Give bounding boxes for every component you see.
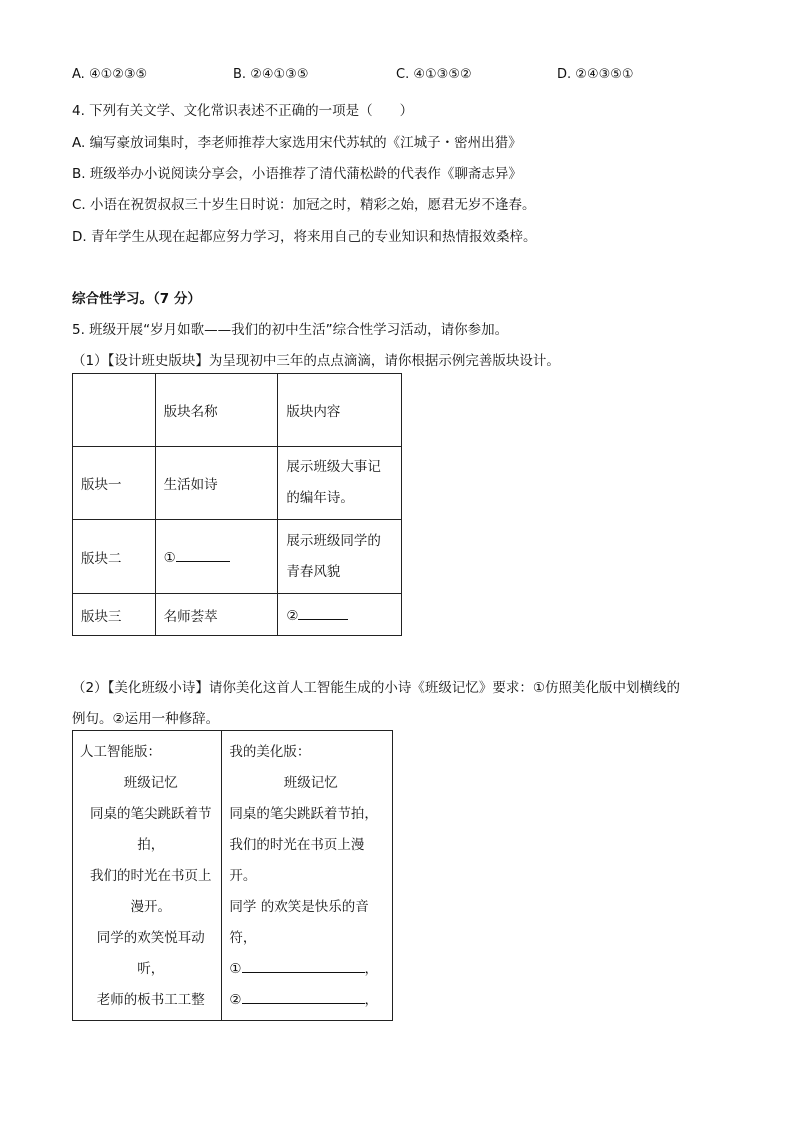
- q4-option-d: D. 青年学生从现在起都应努力学习，将来用自己的专业知识和热情报效桑梓。: [72, 229, 537, 245]
- header-empty: [73, 374, 156, 447]
- header-name: 版块名称: [155, 374, 278, 447]
- row-content: 展示班级大事记 的编年诗。: [278, 447, 402, 520]
- table-header-row: [73, 374, 402, 447]
- poem-blank-1[interactable]: ① ，: [229, 954, 392, 985]
- q3-option-b: B. ②④①③⑤: [233, 67, 309, 82]
- board-design-table: [72, 373, 402, 636]
- table-row: [73, 520, 402, 594]
- fill-blank-2: [298, 605, 348, 620]
- row-content-blank[interactable]: ②: [278, 594, 402, 636]
- header-content: 版块内容: [278, 374, 402, 447]
- q5-part2-prompt-line1: （2）【美化班级小诗】请你美化这首人工智能生成的小诗《班级记忆》要求：①仿照美化版中划横线的: [72, 680, 680, 696]
- q4-option-c: C. 小语在祝贺叔叔三十岁生日时说：加冠之时，精彩之始，愿君无岁不逢春。: [72, 197, 536, 213]
- row-label: 版块二: [73, 520, 156, 594]
- poem-blank-2[interactable]: ② ，: [229, 985, 392, 1016]
- q5-part1-prompt: （1）【设计班史版块】为呈现初中三年的点点滴滴，请你根据示例完善版块设计。: [72, 353, 560, 369]
- my-version-header: 我的美化版：: [229, 744, 311, 760]
- poem-comparison-table: [72, 730, 393, 1021]
- q5-part2-prompt-line2: 例句。②运用一种修辞。: [72, 711, 220, 727]
- row-label: 版块三: [73, 594, 156, 636]
- q4-option-b: B. 班级举办小说阅读分享会，小语推荐了清代蒲松龄的代表作《聊斋志异》: [72, 166, 522, 182]
- fill-blank-1: [176, 547, 230, 562]
- ai-version-cell: 人工智能版： 班级记忆 同桌的笔尖跳跃着节 拍， 我们的时光在书页上 漫开。 同学的欢笑悦耳动 听， 老师的板书工工整: [73, 731, 222, 1021]
- row-content: 展示班级同学的 青春风貌: [278, 520, 402, 594]
- my-version-cell: 我的美化版： 班级记忆 同桌的笔尖跳跃着节拍， 我们的时光在书页上漫 开。 同学 的欢笑是快乐的音 符， ① ， ② ，: [222, 731, 393, 1021]
- table-row: [73, 447, 402, 520]
- table-row: [73, 594, 402, 636]
- row-name-blank[interactable]: ①: [155, 520, 278, 594]
- q3-option-d: D. ②④③⑤①: [557, 67, 634, 82]
- section-title: 综合性学习。（7 分）: [72, 291, 201, 307]
- q3-option-c: C. ④①③⑤②: [396, 67, 472, 82]
- q4-option-a: A. 编写豪放词集时，李老师推荐大家选用宋代苏轼的《江城子・密州出猎》: [72, 135, 522, 151]
- q3-option-a: A. ④①②③⑤: [72, 67, 148, 82]
- row-name: 生活如诗: [155, 447, 278, 520]
- row-name: 名师荟萃: [155, 594, 278, 636]
- q4-stem: 4. 下列有关文学、文化常识表述不正确的一项是（ ）: [72, 103, 414, 119]
- q5-stem: 5. 班级开展“岁月如歌——我们的初中生活”综合性学习活动，请你参加。: [72, 322, 509, 338]
- ai-version-header: 人工智能版：: [80, 744, 161, 760]
- row-label: 版块一: [73, 447, 156, 520]
